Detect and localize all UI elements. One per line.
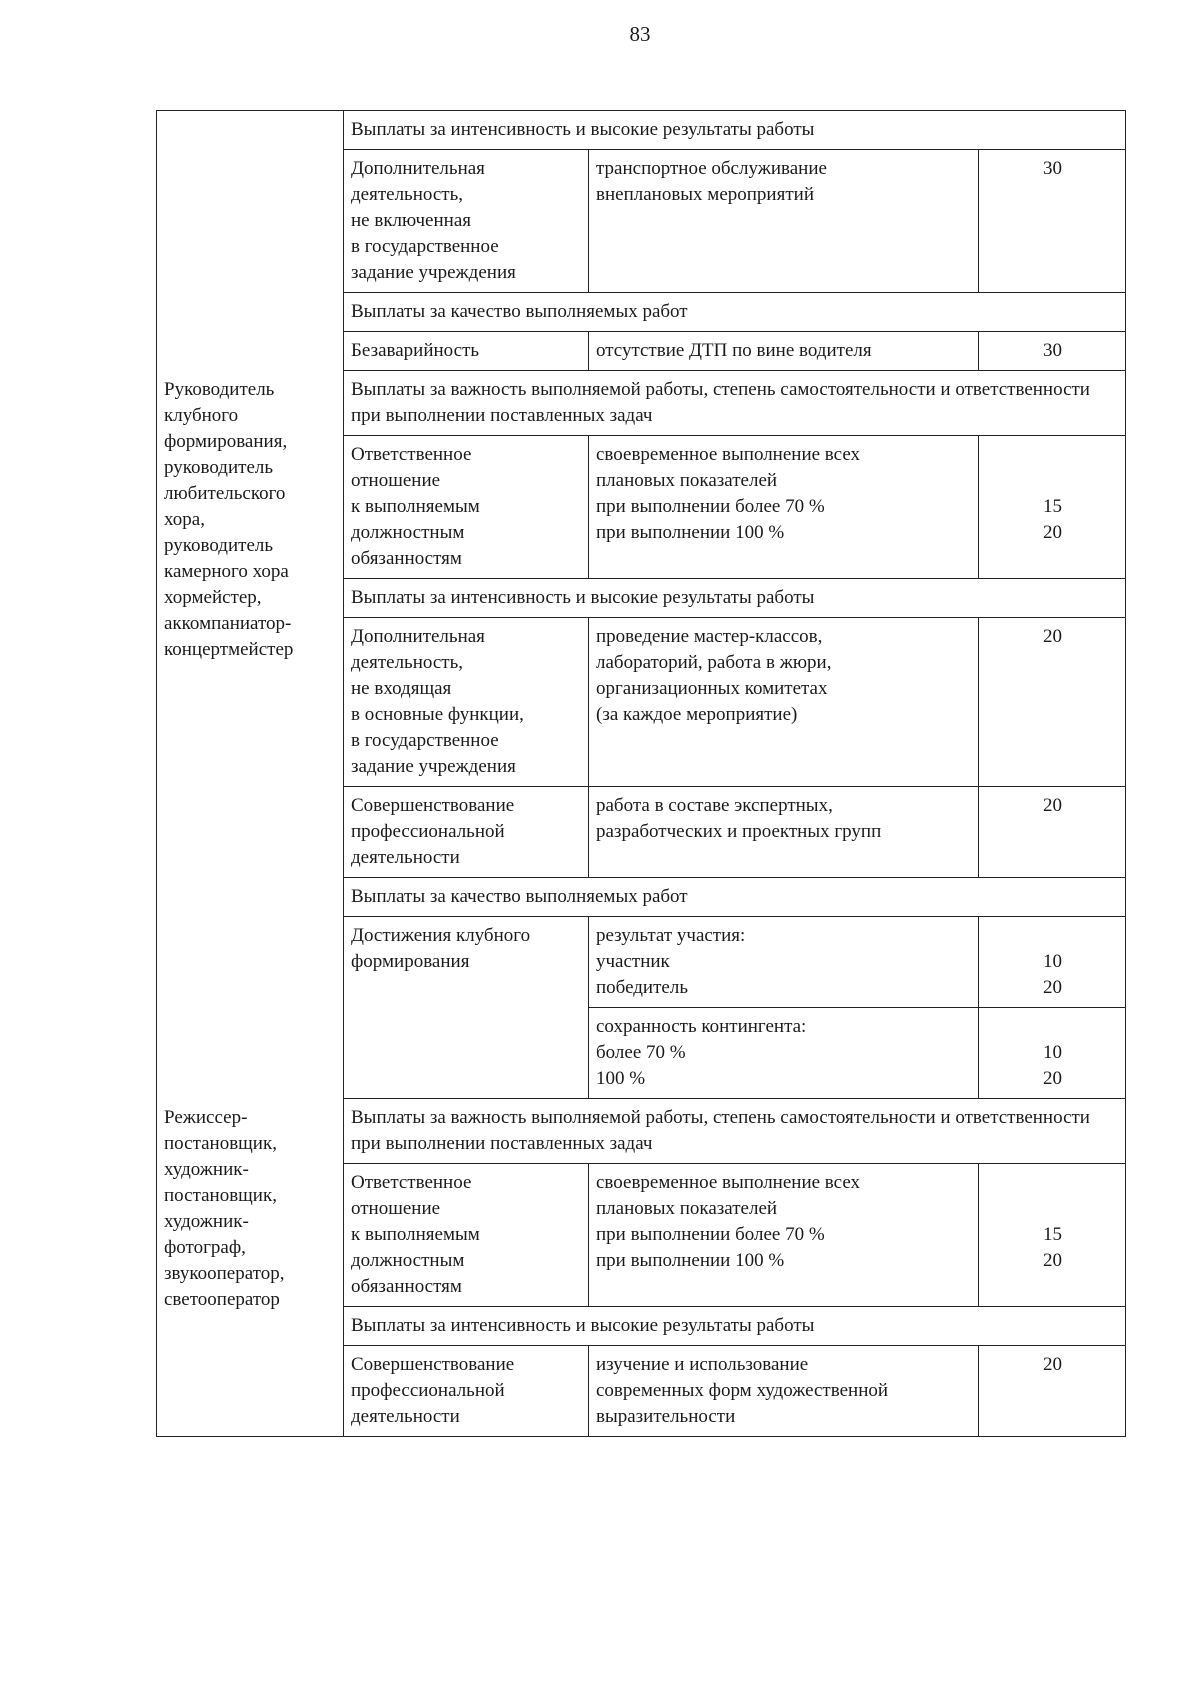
value-cell-line: 20 — [1043, 1354, 1062, 1375]
criterion-cell-line: задание учреждения — [351, 756, 516, 777]
condition-cell-line: более 70 % — [596, 1042, 686, 1063]
position-cell-line: светооператор — [164, 1288, 280, 1310]
value-cell — [979, 436, 1126, 579]
criterion-cell-line: деятельности — [351, 1406, 460, 1427]
criterion-cell-line: Достижения клубного — [351, 925, 531, 946]
criterion-cell-line: не входящая — [351, 678, 452, 699]
value-cell — [979, 1164, 1126, 1307]
condition-cell — [589, 618, 979, 787]
position-cell — [157, 1099, 344, 1437]
value-cell-line: 30 — [1043, 158, 1062, 179]
section-header: Выплаты за интенсивность и высокие результаты работы — [344, 1307, 1126, 1346]
condition-cell-line: выразительности — [596, 1406, 736, 1427]
criterion-cell-line: Безаварийность — [351, 340, 480, 361]
criterion-cell-line: деятельность, — [351, 184, 464, 205]
value-cell — [979, 1346, 1126, 1437]
criterion-cell-line: Совершенствование — [351, 1354, 515, 1375]
position-cell-line: фотограф, — [164, 1236, 246, 1258]
condition-cell-line: транспортное обслуживание — [596, 158, 827, 179]
value-cell-line — [986, 923, 1119, 949]
criterion-cell — [344, 436, 589, 579]
criterion-cell-line: обязанностям — [351, 548, 462, 569]
value-cell-line — [986, 1014, 1119, 1040]
condition-cell-line: (за каждое мероприятие) — [596, 704, 798, 725]
criterion-cell-line: должностным — [351, 1250, 465, 1271]
section-header: Выплаты за качество выполняемых работ — [344, 293, 1126, 332]
condition-cell-line: при выполнении 100 % — [596, 522, 785, 543]
condition-cell-line: организационных комитетах — [596, 678, 828, 699]
criterion-cell-line: Дополнительная — [351, 158, 485, 179]
condition-cell-line: при выполнении более 70 % — [596, 496, 825, 517]
condition-cell — [589, 332, 979, 371]
section-row — [157, 1099, 1126, 1164]
criterion-cell-line: Ответственное — [351, 1172, 472, 1193]
condition-cell-line: изучение и использование — [596, 1354, 809, 1375]
criterion-cell-line: деятельность, — [351, 652, 464, 673]
criterion-cell-line: Дополнительная — [351, 626, 485, 647]
condition-cell-line: сохранность контингента: — [596, 1016, 807, 1037]
value-cell-line: 15 — [1043, 496, 1062, 517]
criterion-cell-line: профессиональной — [351, 1380, 505, 1401]
condition-cell-line: при выполнении 100 % — [596, 1250, 785, 1271]
criterion-cell-line: в государственное — [351, 730, 499, 751]
condition-cell — [589, 787, 979, 878]
condition-cell — [589, 1008, 979, 1099]
payments-table — [156, 110, 1126, 1437]
criterion-cell-line: отношение — [351, 1198, 441, 1219]
value-cell-line: 15 — [1043, 1224, 1062, 1245]
criterion-cell-line: отношение — [351, 470, 441, 491]
section-header: Выплаты за качество выполняемых работ — [344, 878, 1126, 917]
value-cell — [979, 618, 1126, 787]
criterion-cell — [344, 618, 589, 787]
condition-cell-line: плановых показателей — [596, 1198, 778, 1219]
criterion-cell-line: обязанностям — [351, 1276, 462, 1297]
criterion-cell-line: в государственное — [351, 236, 499, 257]
condition-cell-line: внеплановых мероприятий — [596, 184, 814, 205]
criterion-cell-line: профессиональной — [351, 821, 505, 842]
value-cell-line — [986, 442, 1119, 468]
value-cell — [979, 1008, 1126, 1099]
criterion-cell-line: должностным — [351, 522, 465, 543]
criterion-cell — [344, 150, 589, 293]
section-row — [157, 111, 1126, 150]
section-row — [157, 371, 1126, 436]
value-cell-line: 20 — [1043, 977, 1062, 998]
position-cell-line: хора, — [164, 508, 205, 530]
condition-cell-line: современных форм художественной — [596, 1380, 889, 1401]
value-cell-line — [986, 1170, 1119, 1196]
criterion-cell-line: в основные функции, — [351, 704, 524, 725]
position-cell-line: художник- — [164, 1210, 249, 1232]
condition-cell — [589, 917, 979, 1008]
criterion-cell-line: формирования — [351, 951, 470, 972]
position-cell-line: художник- — [164, 1158, 249, 1180]
condition-cell-line: лабораторий, работа в жюри, — [596, 652, 832, 673]
criterion-cell — [344, 1346, 589, 1437]
value-cell-line: 30 — [1043, 340, 1062, 361]
criterion-cell-line: деятельности — [351, 847, 460, 868]
section-header: Выплаты за важность выполняемой работы, степень самостоятельности и ответственности при выполнении поставленных задач — [344, 1099, 1126, 1164]
condition-cell-line: проведение мастер-классов, — [596, 626, 823, 647]
position-cell-line: формирования, — [164, 430, 288, 452]
position-cell-line: Режиссер- — [164, 1106, 248, 1128]
value-cell-line: 20 — [1043, 1068, 1062, 1089]
criterion-cell-line: к выполняемым — [351, 1224, 480, 1245]
condition-cell-line: своевременное выполнение всех — [596, 1172, 861, 1193]
value-cell-line: 20 — [1043, 795, 1062, 816]
condition-cell-line: результат участия: — [596, 925, 746, 946]
criterion-cell — [344, 787, 589, 878]
position-cell-line: хормейстер, — [164, 586, 262, 608]
section-header: Выплаты за интенсивность и высокие результаты работы — [344, 111, 1126, 150]
condition-cell — [589, 436, 979, 579]
value-cell — [979, 332, 1126, 371]
condition-cell-line: при выполнении более 70 % — [596, 1224, 825, 1245]
condition-cell — [589, 150, 979, 293]
value-cell-line — [986, 468, 1119, 494]
page-number: 83 — [629, 22, 651, 46]
condition-cell-line: работа в составе экспертных, — [596, 795, 833, 816]
position-cell — [157, 371, 344, 1099]
condition-cell-line: участник — [596, 951, 670, 972]
criterion-cell-line: к выполняемым — [351, 496, 480, 517]
condition-cell-line: 100 % — [596, 1068, 646, 1089]
value-cell-line: 20 — [1043, 626, 1062, 647]
position-cell-line: постановщик, — [164, 1184, 277, 1206]
position-cell-line: любительского — [164, 482, 286, 504]
condition-cell — [589, 1164, 979, 1307]
condition-cell-line: своевременное выполнение всех — [596, 444, 861, 465]
criterion-cell-line: Ответственное — [351, 444, 472, 465]
condition-cell-line: плановых показателей — [596, 470, 778, 491]
value-cell-line — [986, 1196, 1119, 1222]
position-cell-line: звукооператор, — [164, 1262, 285, 1284]
value-cell — [979, 787, 1126, 878]
position-cell — [157, 111, 344, 371]
condition-cell — [589, 1346, 979, 1437]
value-cell-line: 20 — [1043, 522, 1062, 543]
value-cell — [979, 150, 1126, 293]
position-cell-line: концертмейстер — [164, 638, 294, 660]
position-cell-line: аккомпаниатор- — [164, 612, 292, 634]
position-cell-line: камерного хора — [164, 560, 289, 582]
position-cell-line: руководитель — [164, 456, 274, 478]
position-cell-line: руководитель — [164, 534, 274, 556]
value-cell-line: 20 — [1043, 1250, 1062, 1271]
position-cell-line: клубного — [164, 404, 239, 426]
criterion-cell — [344, 332, 589, 371]
condition-cell-line: разработческих и проектных групп — [596, 821, 882, 842]
section-header: Выплаты за важность выполняемой работы, степень самостоятельности и ответственности при выполнении поставленных задач — [344, 371, 1126, 436]
position-cell-line: Руководитель — [164, 378, 275, 400]
condition-cell-line: отсутствие ДТП по вине водителя — [596, 340, 872, 361]
value-cell-line: 10 — [1043, 951, 1062, 972]
section-header: Выплаты за интенсивность и высокие результаты работы — [344, 579, 1126, 618]
position-cell-line: постановщик, — [164, 1132, 277, 1154]
value-cell-line: 10 — [1043, 1042, 1062, 1063]
value-cell — [979, 917, 1126, 1008]
criterion-cell — [344, 917, 589, 1099]
criterion-cell-line: задание учреждения — [351, 262, 516, 283]
criterion-cell — [344, 1164, 589, 1307]
condition-cell-line: победитель — [596, 977, 688, 998]
criterion-cell-line: Совершенствование — [351, 795, 515, 816]
criterion-cell-line: не включенная — [351, 210, 472, 231]
